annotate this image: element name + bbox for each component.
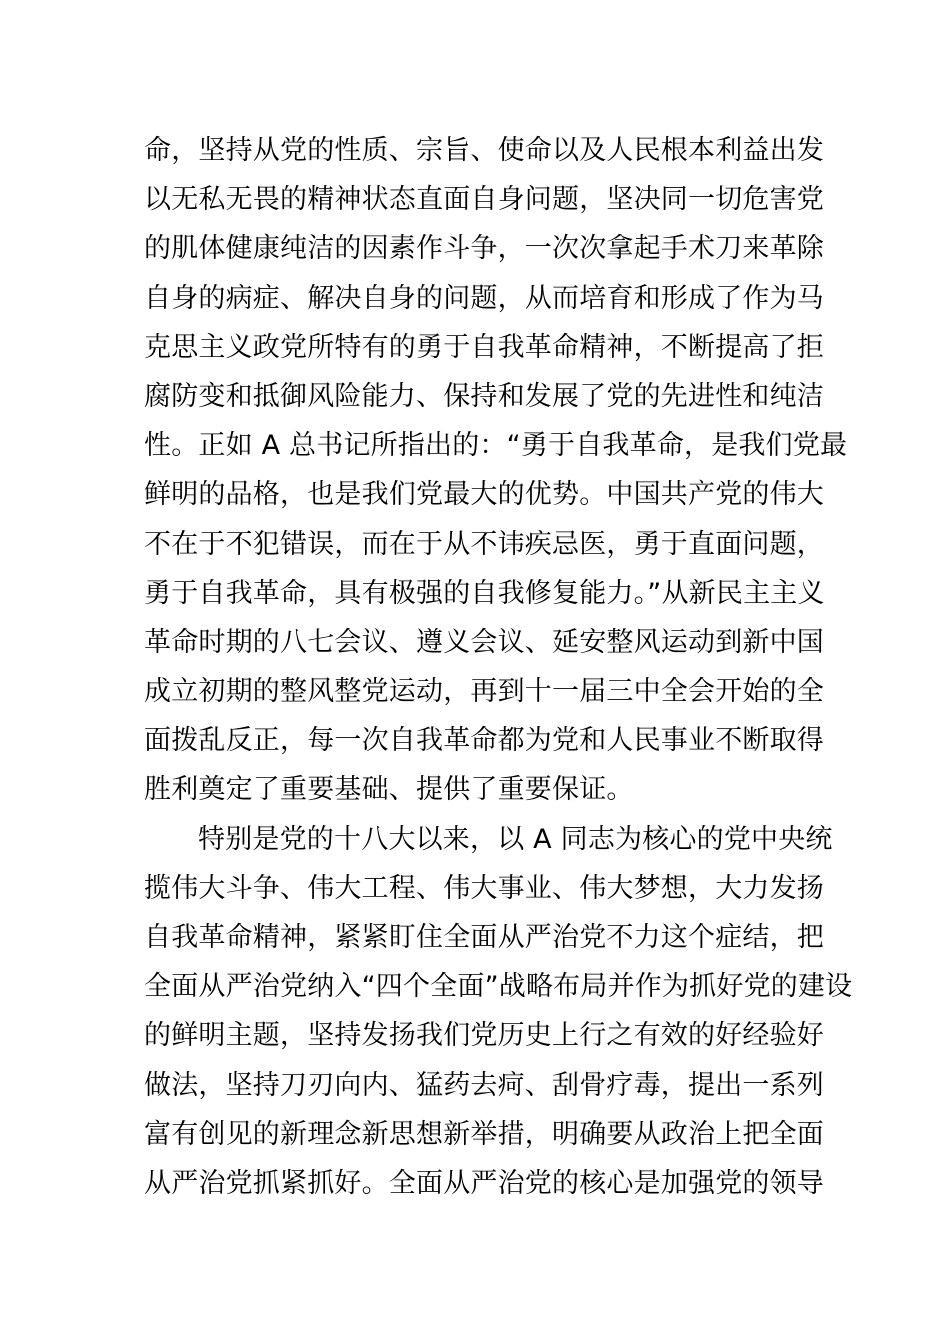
text-line: 命，坚持从党的性质、宗旨、使命以及人民根本利益出发: [144, 135, 824, 166]
text-line: 富有创见的新理念新思想新举措，明确要从政治上把全面: [144, 1118, 824, 1150]
text-line: 克思主义政党所特有的勇于自我革命精神，不断提高了拒: [144, 331, 824, 363]
body-text: [144, 126, 853, 1208]
paragraph-start-line: 特别是党的十八大以来，以 A 同志为核心的党中央统: [198, 823, 833, 855]
text-line: 性。正如 A 总书记所指出的：“勇于自我革命，是我们党最: [144, 430, 848, 462]
text-line: 从严治党抓紧抓好。全面从严治党的核心是加强党的领导: [144, 1167, 824, 1199]
text-line: 以无私无畏的精神状态直面自身问题，坚决同一切危害党: [144, 184, 824, 216]
text-line: 腐防变和抵御风险能力、保持和发展了党的先进性和纯洁: [144, 380, 824, 412]
text-line: 革命时期的八七会议、遵义会议、延安整风运动到新中国: [144, 626, 824, 658]
text-line: 鲜明的品格，也是我们党最大的优势。中国共产党的伟大: [144, 479, 824, 511]
text-line: 胜利奠定了重要基础、提供了重要保证。: [144, 774, 634, 806]
text-line: 全面从严治党纳入“四个全面”战略布局并作为抓好党的建设: [144, 971, 853, 1003]
text-line: 面拨乱反正，每一次自我革命都为党和人民事业不断取得: [144, 725, 824, 757]
text-line: 勇于自我革命，具有极强的自我修复能力。”从新民主主义: [144, 577, 825, 609]
text-line: 成立初期的整风整党运动，再到十一届三中全会开始的全: [144, 676, 824, 708]
text-line: 的鲜明主题，坚持发扬我们党历史上行之有效的好经验好: [144, 1020, 824, 1052]
text-line: 自我革命精神，紧紧盯住全面从严治党不力这个症结，把: [144, 922, 824, 953]
text-line: 的肌体健康纯洁的因素作斗争，一次次拿起手术刀来革除: [144, 233, 824, 265]
text-line: 做法，坚持刀刃向内、猛药去疴、刮骨疗毒，提出一系列: [144, 1069, 824, 1101]
text-line: 不在于不犯错误，而在于从不讳疾忌医，勇于直面问题，: [144, 528, 824, 560]
text-line: 自身的病症、解决自身的问题，从而培育和形成了作为马: [144, 282, 824, 314]
text-line: 揽伟大斗争、伟大工程、伟大事业、伟大梦想，大力发扬: [144, 872, 824, 904]
